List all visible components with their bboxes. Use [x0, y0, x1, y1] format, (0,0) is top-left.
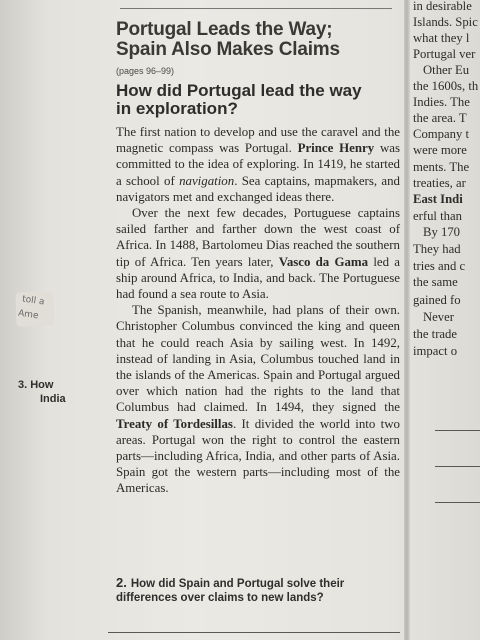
answer-line: [435, 466, 480, 467]
paragraph: [116, 124, 400, 205]
text-run: . It divided the world into two areas. Portugal won the right to control the eastern parts—including Africa, India, and other parts of Asia. Spain got the western parts—including most of the Americas.: [116, 416, 400, 496]
section-title-line1: Portugal Leads the Way;: [116, 19, 333, 40]
vocab-term: navigation: [179, 173, 235, 188]
answer-line: [108, 632, 400, 633]
paragraph: [116, 205, 400, 302]
text-run: . Sea captains, mapmakers, and navigators met and exchanged ideas there.: [116, 173, 400, 204]
body-text: [116, 124, 400, 497]
right-column-line: Company t: [413, 127, 470, 141]
question-2-number: 2.: [116, 575, 127, 590]
right-column-line: in desirable: [413, 0, 472, 13]
right-column-line: East Indi: [413, 192, 463, 206]
handwritten-note-line1: toll a: [21, 294, 46, 308]
right-column-line: They had: [413, 242, 461, 256]
answer-line: [435, 502, 480, 503]
key-term: Treaty of Tordesillas: [116, 416, 233, 431]
question-3-line2: India: [40, 393, 66, 405]
question-2-text: How did Spain and Portugal solve their differences over claims to new lands?: [116, 578, 345, 604]
text-run: Over the next few decades, Portuguese captains sailed farther and farther down the west coast of Africa. In 1488, Bartolomeu Dias reached the southern tip of Africa. Ten years later,: [116, 206, 400, 269]
key-term: Prince Henry: [297, 141, 375, 156]
right-column-line: the same: [413, 275, 458, 289]
right-column-line: the trade: [413, 327, 458, 341]
question-3: [18, 378, 66, 406]
page-gutter: [404, 0, 410, 640]
section-title: [116, 20, 400, 60]
question-heading-rest: did Portugal lead the way: [151, 81, 362, 100]
right-column-line: gained fo: [413, 293, 461, 307]
question-2: [116, 576, 406, 605]
right-column-line: treaties, ar: [413, 176, 466, 190]
right-column-line: Portugal ver: [413, 47, 476, 61]
question-heading: [116, 82, 400, 118]
right-column-line: the area. T: [413, 111, 467, 125]
right-column-line: impact o: [413, 344, 458, 358]
text-run: The Spanish, meanwhile, had plans of their own. Christopher Columbus convinced the king and queen that he could reach Asia by sailing west. In 1492, instead of landing in Asia, Columbus touched land in the islands of the Americas. Spain and Portugal argued over which nation had the rights to the land that Columbus had claimed. In 1494, they signed the: [116, 303, 400, 415]
right-column-line: erful than: [413, 209, 462, 223]
text-run: led a ship around Africa, to India, and back. The Portuguese had found a sea route to Asia.: [116, 254, 400, 302]
right-column-line: the 1600s, th: [413, 79, 479, 93]
right-column: [413, 0, 480, 640]
question-heading-line2: in exploration?: [116, 99, 238, 118]
key-term: Vasco da Gama: [278, 254, 369, 269]
question-3-line1: 3. How: [18, 379, 54, 391]
right-column-line: Islands. Spic: [413, 15, 478, 29]
right-column-line: Other Eu: [423, 63, 470, 77]
answer-line: [435, 430, 480, 431]
handwritten-note-line2: Ame: [17, 308, 40, 322]
right-column-line: Never: [423, 310, 454, 324]
text-run: was committed to the idea of exploring. In 1419, he started a school of: [116, 141, 400, 188]
paragraph: [116, 302, 400, 496]
question-heading-keyword: How: [116, 81, 152, 100]
section-title-line2: Spain Also Makes Claims: [116, 39, 340, 60]
right-column-line: tries and c: [413, 259, 466, 273]
right-column-line: what they l: [413, 31, 470, 45]
text-run: The first nation to develop and use the caravel and the magnetic compass was Portugal.: [116, 125, 400, 156]
right-column-line: ments. The: [413, 160, 470, 174]
right-column-line: By 170: [423, 225, 461, 239]
right-column-line: were more: [413, 143, 467, 157]
right-column-line: Indies. The: [413, 95, 470, 109]
top-rule: [120, 8, 392, 9]
page-reference: (pages 96–99): [116, 66, 175, 76]
main-column: [116, 20, 400, 497]
